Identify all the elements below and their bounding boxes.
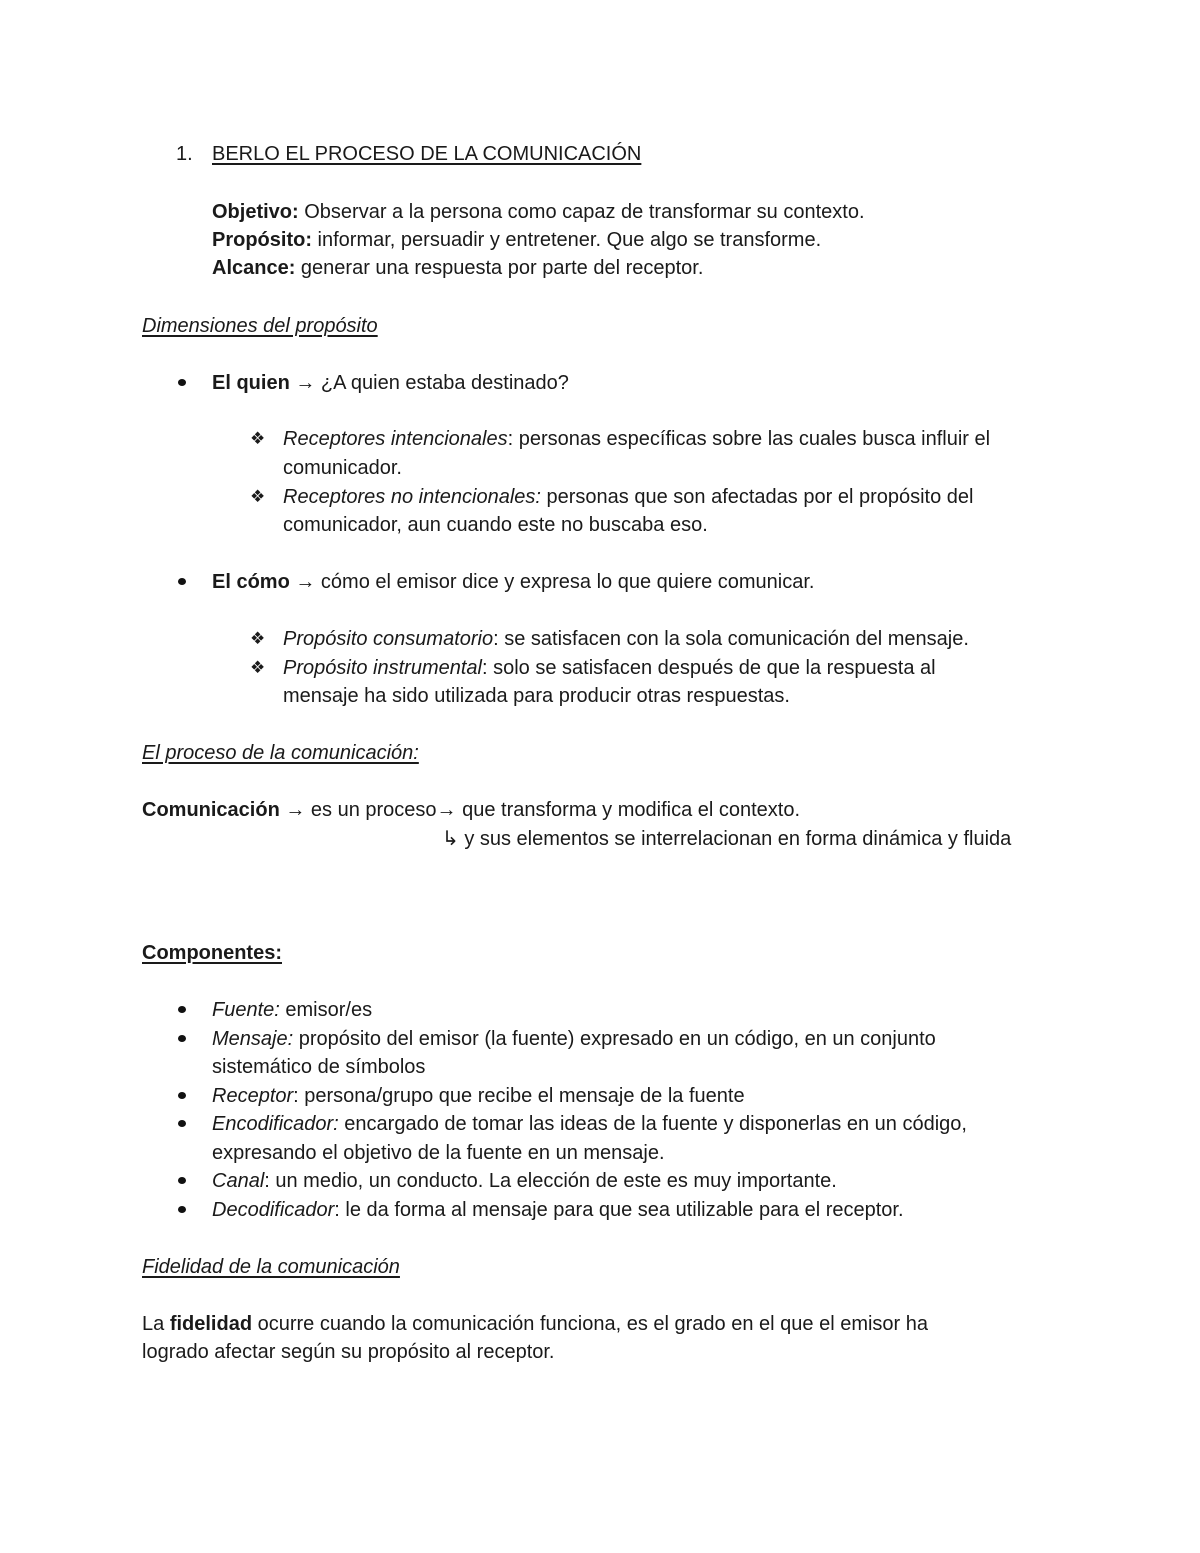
proposito-consumatorio-text: : se satisfacen con la sola comunicación del mensaje. [493,628,969,650]
list-item [212,1027,936,1051]
proposito-line [212,228,821,252]
list-item-cont: expresando el objetivo de la fuente en un mensaje. [212,1142,665,1164]
fidelidad-bold: fidelidad [169,1313,253,1335]
list-item-text: : le da forma al mensaje para que sea utilizable para el receptor. [334,1199,904,1221]
list-item-text: propósito del emisor (la fuente) expresado en un código, en un conjunto [293,1028,936,1050]
proposito-instrumental-text: : solo se satisfacen después de que la respuesta al [481,657,936,679]
list-item-text: : un medio, un conducto. La elección de este es muy importante. [264,1170,837,1192]
list-item-term: Fuente: [212,999,280,1021]
list-item [212,1169,837,1193]
receptores-no-intencionales-term: Receptores no intencionales: [283,486,541,508]
bullet-icon [178,1177,186,1184]
proceso-title: El proceso de la comunicación: [142,742,419,764]
heading-number: 1. [176,143,193,165]
proposito-consumatorio [283,627,969,651]
receptores-no-intencionales-text: personas que son afectadas por el propósito del [540,486,974,508]
bullet-icon [178,379,186,386]
proposito-label: Propósito: [212,229,312,251]
quien-text: → ¿A quien estaba destinado? [289,372,569,394]
diamond-bullet-icon: ❖ [250,629,266,648]
receptores-no-intencionales [283,485,973,509]
receptores-intencionales-term: Receptores intencionales [283,428,508,450]
bullet-icon [178,1120,186,1127]
list-item-text: emisor/es [279,999,373,1021]
list-item-term: Mensaje: [212,1028,294,1050]
dimensiones-title: Dimensiones del propósito [142,315,378,337]
list-item [212,1112,967,1136]
list-item-term: Decodificador [212,1199,335,1221]
quien-line [212,371,569,395]
como-line [212,570,814,594]
list-item-term: Receptor [212,1085,294,1107]
page-title: BERLO EL PROCESO DE LA COMUNICACIÓN [212,143,642,165]
comunicacion-label: Comunicación [142,799,280,821]
diamond-bullet-icon: ❖ [250,658,266,677]
proposito-text: informar, persuadir y entretener. Que algo se transforme. [312,229,822,251]
comunicacion-text: → es un proceso→ que transforma y modifica el contexto. [279,799,801,821]
list-item-term: Encodificador: [212,1113,339,1135]
list-item [212,998,372,1022]
alcance-label: Alcance: [212,257,296,279]
fidelidad-pre: La [142,1313,170,1335]
diamond-bullet-icon: ❖ [250,487,266,506]
bullet-icon [178,1006,186,1013]
bullet-icon [178,1035,186,1042]
comunicacion-subline: ↳ y sus elementos se interrelacionan en forma dinámica y fluida [442,828,1012,850]
list-item-term: Canal [212,1170,265,1192]
fidelidad-paragraph-cont: logrado afectar según su propósito al receptor. [142,1341,555,1363]
fidelidad-paragraph [142,1312,928,1336]
proposito-instrumental-cont: mensaje ha sido utilizada para producir otras respuestas. [283,685,790,707]
list-item-text: encargado de tomar las ideas de la fuente y disponerlas en un código, [338,1113,967,1135]
objetivo-label: Objetivo: [212,201,299,223]
alcance-line [212,256,703,280]
proposito-instrumental [283,656,936,680]
alcance-text: generar una respuesta por parte del receptor. [295,257,704,279]
receptores-no-intencionales-cont: comunicador, aun cuando este no buscaba eso. [283,514,708,536]
componentes-title: Componentes: [142,942,282,964]
fidelidad-text: ocurre cuando la comunicación funciona, es el grado en el que el emisor ha [252,1313,929,1335]
comunicacion-line [142,798,800,822]
receptores-intencionales-text: : personas específicas sobre las cuales busca influir el [507,428,991,450]
quien-label: El quien [212,372,290,394]
proposito-consumatorio-term: Propósito consumatorio [283,628,494,650]
como-label: El cómo [212,571,290,593]
list-item-cont: sistemático de símbolos [212,1056,426,1078]
list-item [212,1198,904,1222]
objetivo-line [212,200,865,224]
bullet-icon [178,1206,186,1213]
como-text: → cómo el emisor dice y expresa lo que quiere comunicar. [289,571,815,593]
receptores-intencionales [283,427,990,451]
diamond-bullet-icon: ❖ [250,429,266,448]
list-item-text: : persona/grupo que recibe el mensaje de la fuente [293,1085,745,1107]
receptores-intencionales-cont: comunicador. [283,457,402,479]
proposito-instrumental-term: Propósito instrumental [283,657,482,679]
list-item [212,1084,745,1108]
bullet-icon [178,578,186,585]
objetivo-text: Observar a la persona como capaz de transformar su contexto. [298,201,865,223]
bullet-icon [178,1092,186,1099]
fidelidad-title: Fidelidad de la comunicación [142,1256,400,1278]
